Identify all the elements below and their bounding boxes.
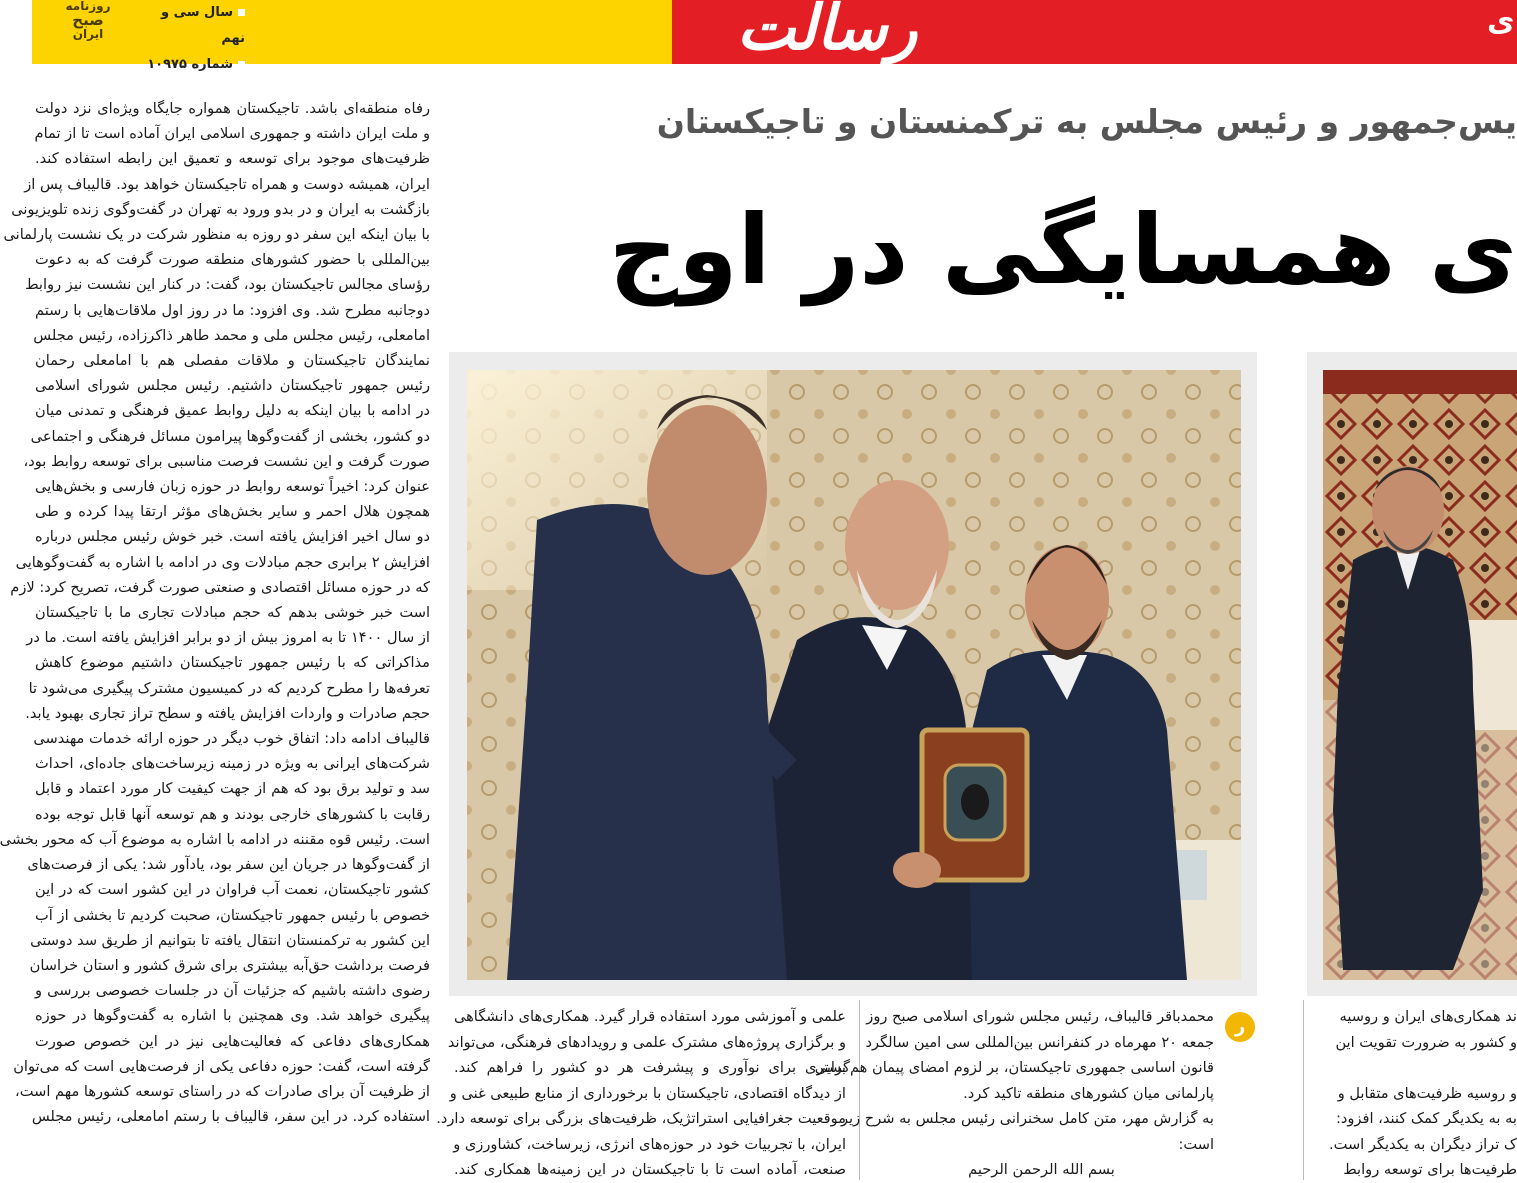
secondary-photo [1323,370,1517,980]
body-line: افزایش ۲ برابری حجم مبادلات وی در ادامه با اشاره به گفت‌وگوهایی [15,553,430,571]
body-line: است: [1178,1135,1214,1153]
body-line: خصوص با رئیس جمهور تاجیکستان، صحبت کردیم تا بخشی از آب [35,906,430,924]
body-line: ایران، با تجربیات خود در حوزه‌های انرژی، زیرساخت، کشاورزی و [453,1135,846,1153]
issue-number-row [135,52,245,78]
small-logo-line: صبح [72,11,104,29]
body-line: صورت گرفت و این نشست فرصت مناسبی برای توسعه روابط بود، [23,452,430,470]
body-line: مذاکراتی که با رئیس جمهور تاجیکستان داشتیم موضوع کاهش [35,654,430,672]
column-divider [1303,1000,1304,1180]
body-line: از ظرفیت آن برای صادرات که در راستای توسعه کشورها مهم است، [15,1082,430,1100]
secondary-photo-illustration [1323,370,1517,980]
body-line: بستری برای نوآوری و پیشرفت هر دو کشور را فراهم کند. [454,1059,846,1076]
body-line: حجم صادرات و واردات افزایش یافته و سطح تراز تجاری بهبود یابد. [25,704,430,722]
body-line: رقابت با کشورهای خارجی بودند و هم توسعه آنها قابل توجه بوده [35,805,430,823]
square-bullet-icon [238,61,245,68]
square-bullet-icon [238,9,245,16]
body-line: نمایندگان تاجیکستان و ملاقات مفصلی هم با امامعلی رحمان [35,352,430,370]
body-line: و روسیه ظرفیت‌های متقابل و [1337,1084,1517,1102]
body-line: از دیدگاه اقتصادی، تاجیکستان با برخورداری از منابع طبیعی غنی و [449,1084,846,1102]
body-line: طرفیت‌ها برای توسعه روابط [1343,1161,1517,1178]
body-line [1314,1055,1517,1081]
body-line: عنوان کرد: اخیراً توسعه روابط در حوزه زبان فارسی و بخش‌هایی [35,478,430,496]
body-line: و کشور به ضرورت تقویت این [1335,1033,1517,1051]
body-line: فرصت برداشت حق‌آبه بیشتری برای شرق کشور و استان خراسان [29,956,430,974]
body-line: به به یکدیگر کمک کنند، افزود: [1335,1110,1517,1127]
body-line: بازگشت به ایران و در بدو ورود به تهران در گفت‌وگوی زنده تلویزیونی [11,200,430,218]
issue-number: شماره ۱۰۹۷۵ [147,57,233,72]
issue-info [135,0,245,78]
body-line: سد و تولید برق بود که هم از جهت کیفیت کار مورد اعتماد و قابل [35,780,430,798]
banner-yellow-band [32,0,672,64]
body-line: استفاده کرد. در این سفر، قالیباف با رستم امامعلی، رئیس مجلس [31,1108,430,1126]
masthead-title: رسالت [736,0,918,64]
body-line: همکاری‌های دفاعی که فعالیت‌هایی نیز در این خصوص صورت [35,1032,430,1050]
left-body-column [0,96,430,1180]
body-line: و برگزاری پروژه‌های مشترک علمی و رویدادهای فرهنگی، می‌تواند [447,1033,846,1051]
article-headline: ی همسایگی در اوج [608,194,1517,306]
issue-year-row [135,0,245,52]
body-line: ظرفیت‌های موجود برای توسعه و تعمیق این رابطه استفاده کند. [35,150,430,168]
main-photo [467,370,1241,980]
body-line: رضوی داشته باشیم که جزئیات آن در جلسات خصوصی بررسی و [35,982,430,1000]
body-line: ند همکاری‌های ایران و روسیه [1339,1008,1517,1025]
brand-mark-icon: ر [1225,1012,1255,1042]
body-line: رفاه منطقه‌ای باشد. تاجیکستان همواره جایگاه ویژه‌ای نزد دولت [35,100,430,117]
body-line: است. رئیس قوه مقننه در ادامه با اشاره به موضوع آب که محور بخشی [0,830,430,848]
body-line: این کشور به ترکمنستان انتقال یافته تا بتوانیم از طریق سد دوستی [30,931,430,949]
body-line: رئیس جمهور تاجیکستان داشتیم. رئیس مجلس شورای اسلامی [35,377,430,395]
body-line: در ادامه با بیان اینکه به دلیل روابط عمیق فرهنگی و تمدنی میان [35,402,430,420]
body-line: جمعه ۲۰ مهرماه در کنفرانس بین‌المللی سی امین سالگرد [865,1033,1214,1051]
body-line: ایران، همیشه دوست و همراه تاجیکستان خواهد بود. قالیباف پس از [24,175,430,193]
main-photo-illustration [467,370,1241,980]
body-line: قانون اساسی جمهوری تاجیکستان، بر لزوم امضای پیمان هم‌گرایی [814,1059,1214,1076]
masthead-edge-glyph: ی [1487,4,1515,39]
body-line: به گزارش مهر، متن کامل سخنرانی رئیس مجلس به شرح زیر [840,1110,1214,1127]
article-supertitle: یس‌جمهور و رئیس مجلس به ترکمنستان و تاجیکستان [656,102,1517,141]
body-line: با بیان اینکه این سفر دو روزه به منظور شرکت در یک نشست پارلمانی [3,226,430,244]
body-line: ک تراز دیگران به یکدیگر است. [1328,1135,1517,1153]
body-line: همچون هلال احمر و سایر بخش‌های مؤثر ارتقا پیدا کرده و طی [35,503,430,521]
body-line: شرکت‌های ایرانی به ویژه در زمینه زیرساخت‌های جاده‌ای، احداث [35,755,430,773]
body-line: پارلمانی میان کشورهای منطقه تاکید کرد. [963,1084,1214,1102]
small-logo-line: ایران [72,27,104,41]
body-line: دو کشور، بخشی از گفت‌وگوها پیرامون مسائل فرهنگی و اجتماعی [30,427,430,445]
body-line: محمدباقر قالیباف، رئیس مجلس شورای اسلامی صبح روز [866,1008,1214,1025]
body-line: امامعلی، رئیس مجلس ملی و محمد طاهر ذاکرزاده، رئیس مجلس [33,326,430,344]
body-line: از گفت‌وگوها در جریان این سفر بود، یادآور شد: یکی از فرصت‌های [27,856,430,874]
body-line: پیگیری خواهد شد. وی همچنین با اشاره به گفت‌وگوها در حوزه [35,1007,430,1025]
intro-column [814,1004,1214,1180]
column-divider [859,1000,860,1180]
body-line: رؤسای مجالس تاجیکستان بود، گفت: در کنار این نشست نیز روابط [25,276,430,294]
body-line: علمی و آموزشی مورد استفاده قرار گیرد. همکاری‌های دانشگاهی [453,1008,846,1025]
small-logo [57,0,119,40]
body-line: تعرفه‌ها را مطرح کردیم که در کمیسیون مشترک پیگیری می‌شود تا [28,679,430,697]
body-line: بسم الله الرحمن الرحیم [968,1161,1115,1178]
body-line: موقعیت جغرافیایی استراتژیک، ظرفیت‌های بزرگی برای توسعه دارد. [436,1110,846,1127]
small-logo-line: روزنامه [65,0,111,13]
body-line: دو سال اخیر افزایش یافته است. خبر خوش رئیس مجلس درباره [35,528,430,546]
body-line: از سال ۱۴۰۰ تا به امروز بیش از دو برابر افزایش یافته است. ما در [26,629,430,647]
body-line: گرفته است، گفت: حوزه دفاعی یکی از فرصت‌هایی است که می‌توان [13,1057,430,1075]
middle-body-column [436,1004,846,1180]
issue-year: سال سی و نهم [160,5,245,46]
right-cut-column [1314,1004,1517,1180]
body-line: کشور تاجیکستان، نعمت آب فراوان در این کشور است که در این [35,881,430,899]
body-line: بین‌المللی با حضور کشورهای منطقه صورت گرفت که به دعوت [35,251,430,269]
body-line: و ملت ایران داشته و جمهوری اسلامی ایران آماده است تا از تمام [34,125,430,143]
body-line: است خبر خوشی بدهم که حجم مبادلات تجاری ما با تاجیکستان [35,604,430,622]
body-line: قالیباف ادامه داد: اتفاق خوب دیگر در حوزه ارائه خدمات مهندسی [33,730,430,748]
body-line: دوجانبه مطرح شد. وی افزود: ما در روز اول ملاقات‌هایی با رستم [35,301,430,319]
body-line: که در حوزه مسائل اقتصادی و صنعتی صورت گرفت، تصریح کرد: لازم [10,578,430,596]
body-line: صنعت، آماده است تا با تاجیکستان در این زمینه‌ها همکاری کند. [454,1161,846,1178]
